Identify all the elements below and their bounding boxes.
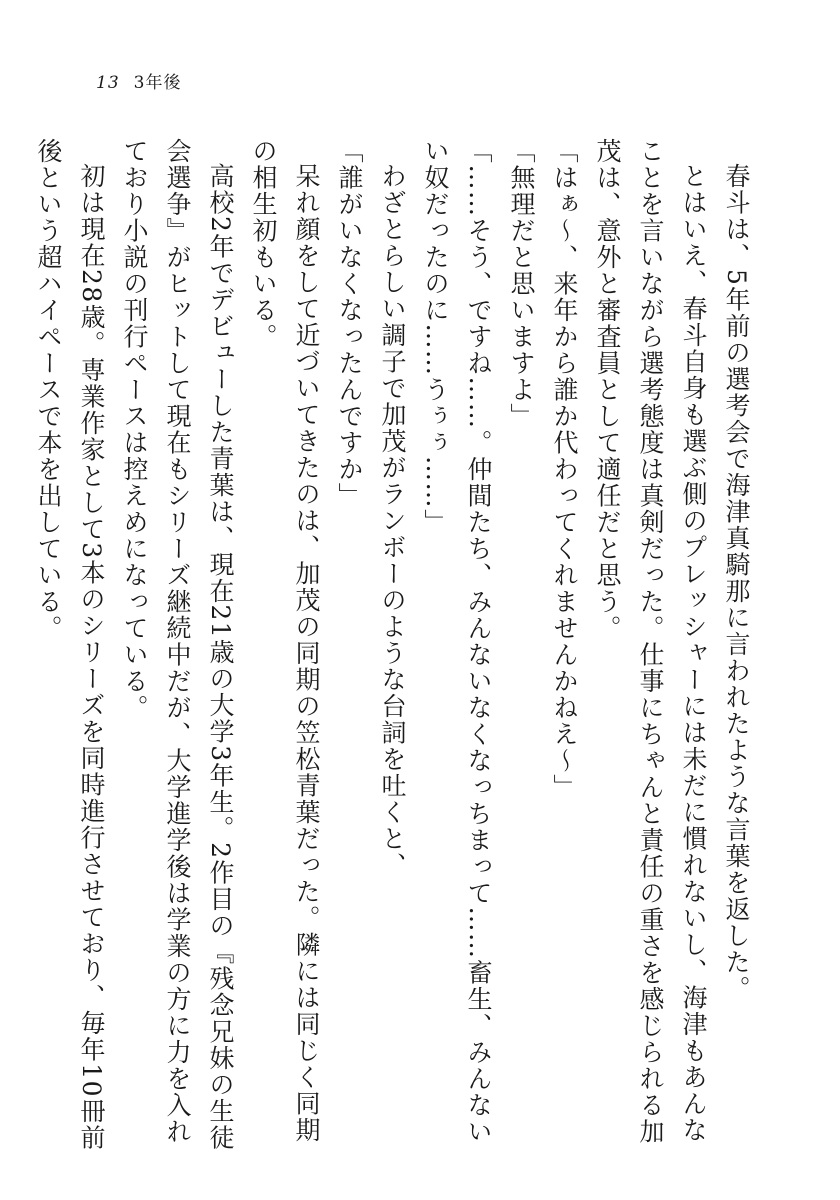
running-header [96,68,181,93]
paragraph: 「誰がいなくなったんですか」 [335,138,364,509]
paragraph: 高校2年でデビューした青葉は、現在21歳の大学3年生。2作目の『残念兄妹の生徒会選争』がヒットして現在もシリーズ継続中だが、大学進学後は学業の方に力を入れており小説の刊行ペースは控えめになっている。 [120,138,235,1152]
paragraph: 「はぁ～、来年から誰か代わってくれませんかねえ～」 [550,138,579,801]
novel-body-text [27,138,758,1168]
page-number: 13 [96,73,120,93]
paragraph: 初は現在28歳。専業作家として3本のシリーズを同時進行させており、毎年10冊前後という超ハイペースで本を出している。 [34,138,106,1152]
paragraph: 「……そう、ですね……。仲間たち、みんないなくなっちまって……畜生、みんないい奴だったのに……うぅぅ……」 [421,138,493,1145]
paragraph: 「無理だと思いますよ」 [507,138,536,430]
paragraph: とはいえ、春斗自身も選ぶ側のプレッシャーには未だに慣れないし、海津もあんなことを言いながら選考態度は真剣だった。仕事にちゃんと責任の重さを感じられる加茂は、意外と審査員として適任だと思う。 [593,138,708,1145]
paragraph: わざとらしい調子で加茂がランボーのような台詞を吐くと、 [378,163,407,879]
chapter-title: 3年後 [133,73,182,93]
paragraph: 春斗は、5年前の選考会で海津真騎那に言われたような言葉を返した。 [722,163,751,1002]
paragraph: 呆れ顔をして近づいてきたのは、加茂の同期の笠松青葉だった。隣には同じく同期の相生初もいる。 [249,138,321,1144]
